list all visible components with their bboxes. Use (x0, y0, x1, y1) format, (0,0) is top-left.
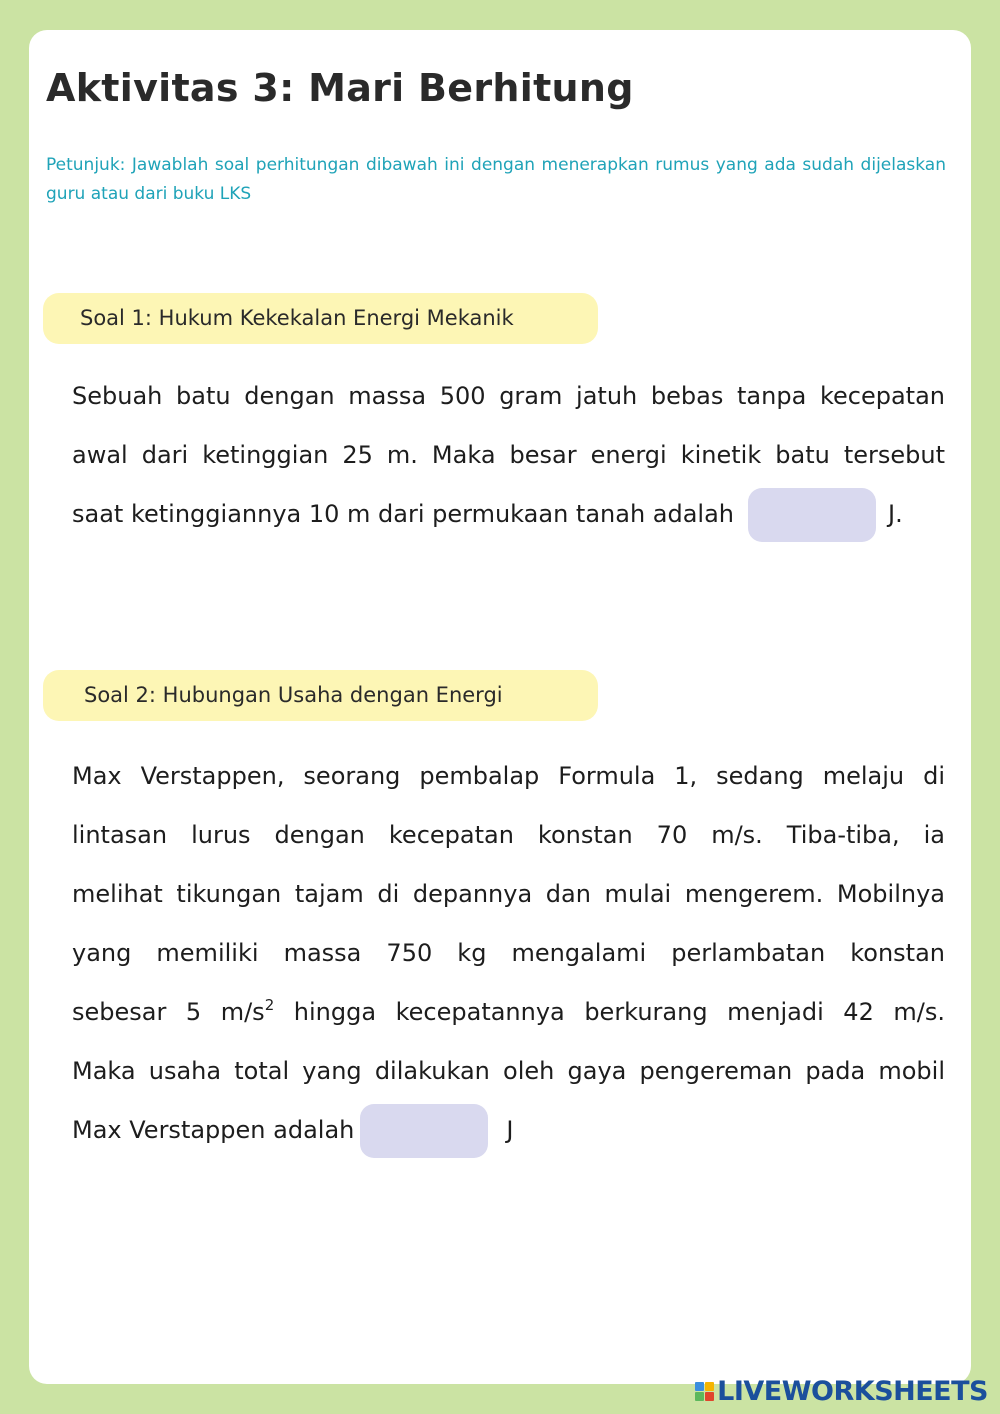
logo-square (705, 1392, 714, 1401)
soal1-question (72, 367, 945, 544)
soal2-line: yang memiliki massa 750 kg mengalami perlambatan konstan (72, 939, 945, 967)
brand-name: LIVEWORKSHEETS (717, 1375, 988, 1407)
soal1-answer-input[interactable] (748, 488, 876, 542)
soal2-line5-start: sebesar 5 m/s (72, 998, 265, 1026)
soal2-line-text: Max Verstappen adalah (72, 1116, 355, 1144)
soal2-line5-end: hingga kecepatannya berkurang menjadi 42 m/s. (274, 998, 945, 1026)
soal1-unit: J. (888, 500, 903, 528)
logo-square (705, 1382, 714, 1391)
liveworksheets-logo-icon (695, 1382, 714, 1401)
soal2-label: Soal 2: Hubungan Usaha dengan Energi (43, 670, 598, 721)
logo-square (695, 1382, 704, 1391)
exponent: 2 (264, 996, 275, 1014)
soal2-answer-input[interactable] (360, 1104, 488, 1158)
instructions-text: Petunjuk: Jawablah soal perhitungan dibawah ini dengan menerapkan rumus yang ada sudah dijelaskan guru atau dari buku LKS (46, 155, 946, 204)
soal2-line: Maka usaha total yang dilakukan oleh gaya pengereman pada mobil (72, 1057, 945, 1085)
logo-square (695, 1392, 704, 1401)
soal2-line: melihat tikungan tajam di depannya dan mulai mengerem. Mobilnya (72, 880, 945, 908)
soal2-unit: J (506, 1116, 514, 1144)
soal1-label: Soal 1: Hukum Kekekalan Energi Mekanik (43, 293, 598, 344)
soal1-line: Sebuah batu dengan massa 500 gram jatuh bebas tanpa kecepatan (72, 382, 945, 410)
soal2-line: lintasan lurus dengan kecepatan konstan 70 m/s. Tiba-tiba, ia (72, 821, 945, 849)
soal2-question (72, 747, 945, 1160)
soal1-line: awal dari ketinggian 25 m. Maka besar energi kinetik batu tersebut (72, 441, 945, 469)
page-title: Aktivitas 3: Mari Berhitung (46, 66, 634, 110)
soal1-line-text: saat ketinggiannya 10 m dari permukaan tanah adalah (72, 500, 735, 528)
soal2-line: Max Verstappen, seorang pembalap Formula 1, sedang melaju di (72, 762, 945, 790)
liveworksheets-logo[interactable] (695, 1374, 988, 1408)
soal1-line-last (72, 485, 945, 544)
soal2-line-with-exponent (72, 983, 945, 1042)
soal2-line-last (72, 1101, 945, 1160)
